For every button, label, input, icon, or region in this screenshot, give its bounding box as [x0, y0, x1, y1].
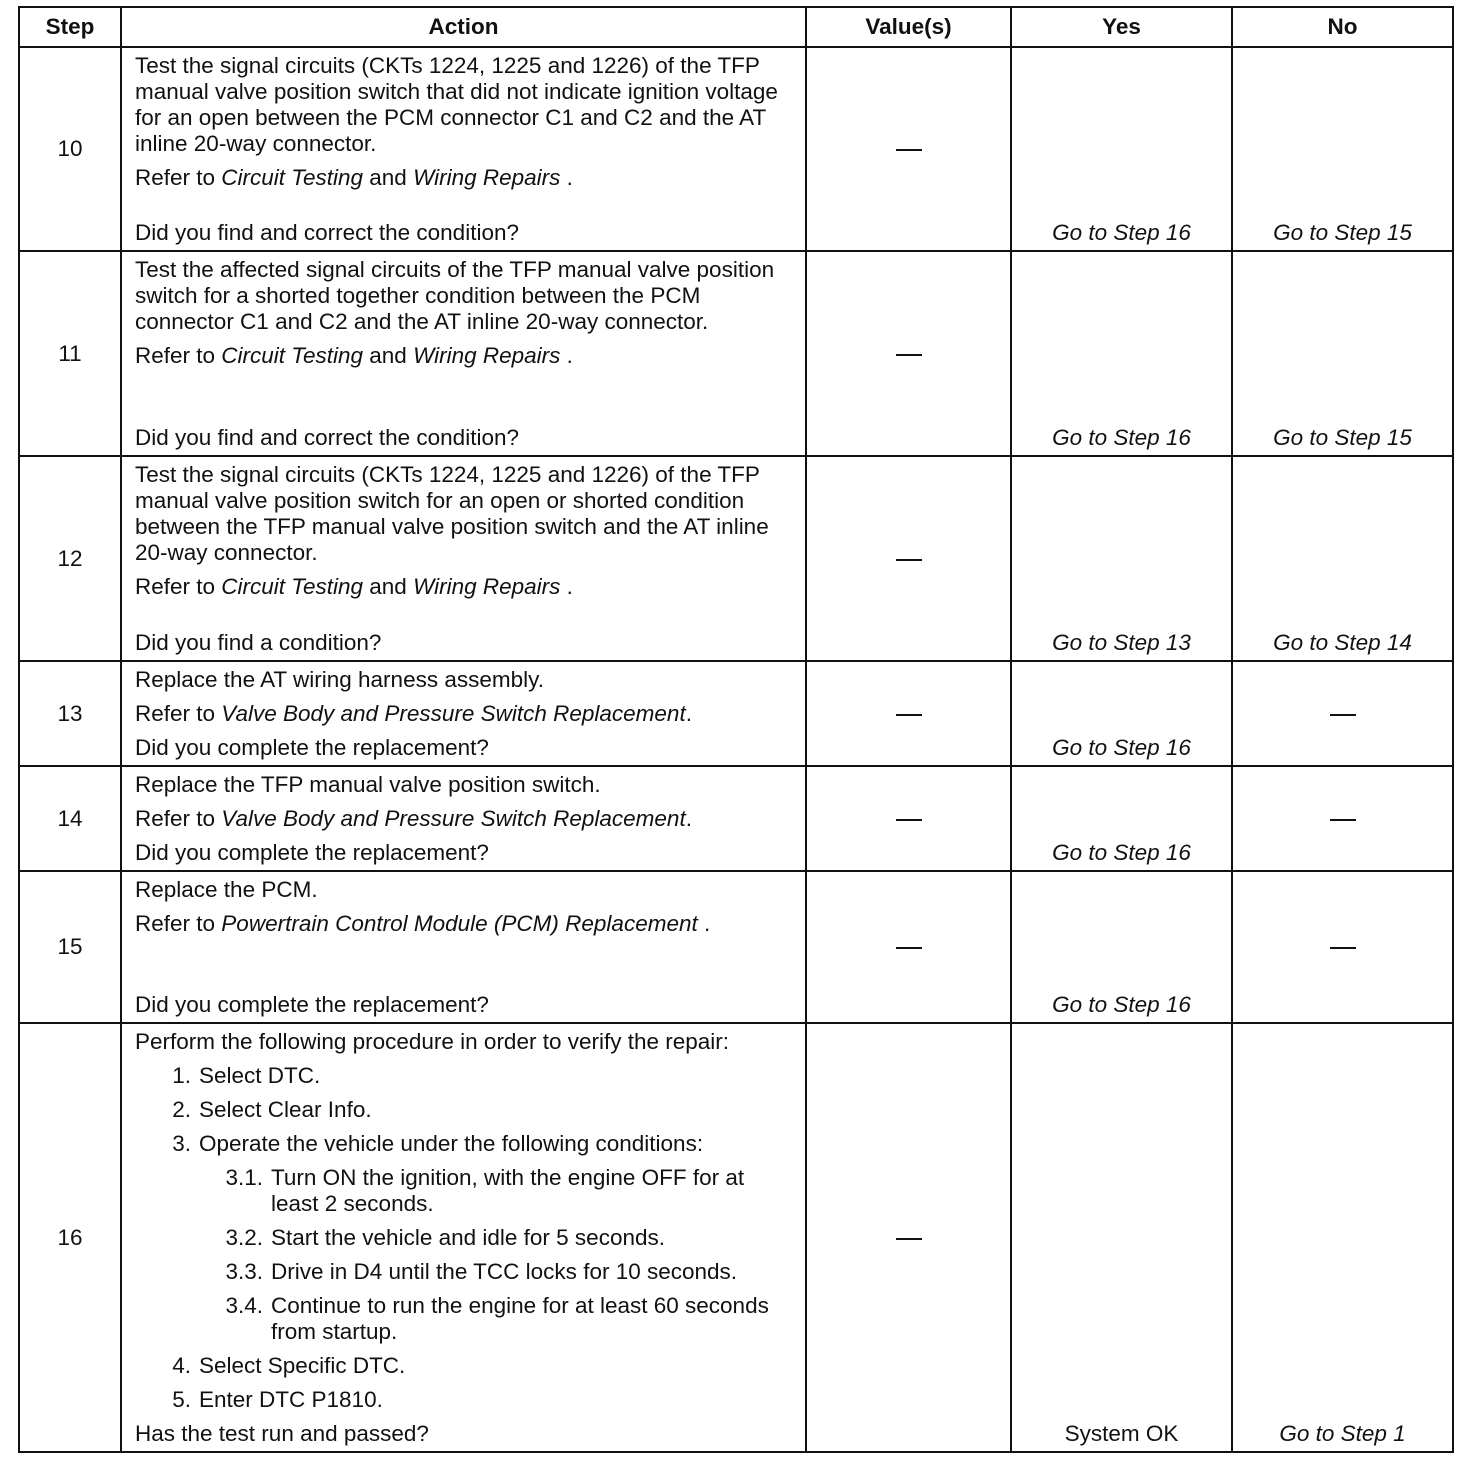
- dash-mark: [896, 1238, 922, 1240]
- header-values: Value(s): [806, 7, 1011, 47]
- yes-cell: [1011, 661, 1232, 766]
- dash-mark: [1330, 947, 1356, 949]
- no-cell: [1232, 1023, 1453, 1452]
- question-text: Did you find a condition?: [135, 630, 382, 655]
- no-cell: [1232, 871, 1453, 1023]
- no-cell: [1232, 661, 1453, 766]
- list-item: 3.1. Turn ON the ignition, with the engine OFF for at least 2 seconds.: [225, 1165, 745, 1216]
- question-text: Did you find and correct the condition?: [135, 425, 519, 450]
- no-goto: Go to Step 15: [1273, 425, 1412, 450]
- yes-cell: [1011, 251, 1232, 456]
- table-row: [19, 766, 1453, 871]
- dash-mark: [1330, 714, 1356, 716]
- dash-mark: [896, 354, 922, 356]
- question-text: Did you complete the replacement?: [135, 735, 489, 760]
- list-item: 3.2. Start the vehicle and idle for 5 seconds.: [225, 1225, 665, 1250]
- step-number: 16: [19, 1023, 121, 1452]
- yes-cell: [1011, 766, 1232, 871]
- step-number: 14: [19, 766, 121, 871]
- list-item: 5. Enter DTC P1810.: [172, 1387, 383, 1412]
- value-cell: [806, 456, 1011, 661]
- action-text: Test the signal circuits (CKTs 1224, 1225 and 1226) of the TFP manual valve position switch for an open or shorted condition between the TFP manual valve position switch and the AT inline 20-way connector.: [135, 462, 769, 565]
- step-number: 13: [19, 661, 121, 766]
- ref-valve-body: Valve Body and Pressure Switch Replacement: [221, 701, 686, 726]
- header-step: Step: [19, 7, 121, 47]
- question-text: Has the test run and passed?: [135, 1421, 429, 1446]
- action-text: Replace the AT wiring harness assembly.: [135, 667, 544, 692]
- yes-cell: [1011, 871, 1232, 1023]
- yes-goto: Go to Step 16: [1052, 992, 1191, 1017]
- action-cell: [121, 1023, 806, 1452]
- table-row: [19, 251, 1453, 456]
- ref-wiring-repairs: Wiring Repairs: [413, 165, 561, 190]
- refer-line: Refer to Circuit Testing and Wiring Repairs .: [135, 574, 573, 599]
- table-row: [19, 661, 1453, 766]
- ref-circuit-testing: Circuit Testing: [221, 343, 364, 368]
- value-cell: [806, 251, 1011, 456]
- yes-cell: [1011, 1023, 1232, 1452]
- procedure-list: [135, 1063, 795, 1165]
- ref-wiring-repairs: Wiring Repairs: [413, 574, 561, 599]
- dash-mark: [896, 947, 922, 949]
- action-text: Perform the following procedure in order to verify the repair:: [135, 1029, 730, 1054]
- yes-cell: [1011, 456, 1232, 661]
- list-item: 3.3. Drive in D4 until the TCC locks for 10 seconds.: [225, 1259, 738, 1284]
- ref-pcm-replacement: Powertrain Control Module (PCM) Replacement: [221, 911, 698, 936]
- table-row: [19, 47, 1453, 251]
- yes-goto: Go to Step 16: [1052, 425, 1191, 450]
- list-item: 2. Select Clear Info.: [172, 1097, 372, 1122]
- action-cell: [121, 251, 806, 456]
- action-text: Test the affected signal circuits of the TFP manual valve position switch for a shorted together condition between the PCM connector C1 and C2 and the AT inline 20-way connector.: [135, 257, 775, 334]
- ref-circuit-testing: Circuit Testing: [221, 165, 364, 190]
- step-number: 15: [19, 871, 121, 1023]
- action-cell: [121, 766, 806, 871]
- no-cell: [1232, 251, 1453, 456]
- yes-goto: Go to Step 13: [1052, 630, 1191, 655]
- header-action: Action: [121, 7, 806, 47]
- dash-mark: [896, 819, 922, 821]
- yes-goto: Go to Step 16: [1052, 735, 1191, 760]
- step-number: 12: [19, 456, 121, 661]
- question-text: Did you complete the replacement?: [135, 992, 489, 1017]
- no-goto: Go to Step 1: [1279, 1421, 1406, 1446]
- list-item: 1. Select DTC.: [172, 1063, 321, 1088]
- header-row: [19, 7, 1453, 47]
- refer-line: Refer to Circuit Testing and Wiring Repairs .: [135, 165, 573, 190]
- ref-valve-body: Valve Body and Pressure Switch Replacement: [221, 806, 686, 831]
- procedure-list-cont: [135, 1353, 795, 1421]
- action-text: Replace the PCM.: [135, 877, 318, 902]
- header-yes: Yes: [1011, 7, 1232, 47]
- refer-line: Refer to Circuit Testing and Wiring Repairs .: [135, 343, 573, 368]
- no-goto: Go to Step 15: [1273, 220, 1412, 245]
- no-goto: Go to Step 14: [1273, 630, 1412, 655]
- list-item: 3.4. Continue to run the engine for at least 60 seconds from startup.: [225, 1293, 769, 1344]
- dash-mark: [896, 149, 922, 151]
- refer-line: Refer to Powertrain Control Module (PCM) Replacement .: [135, 911, 711, 936]
- no-cell: [1232, 766, 1453, 871]
- condition-sublist: [135, 1165, 795, 1353]
- header-no: No: [1232, 7, 1453, 47]
- action-cell: [121, 661, 806, 766]
- diagnostic-table: [18, 6, 1454, 1453]
- action-text: Replace the TFP manual valve position switch.: [135, 772, 601, 797]
- table-row: [19, 1023, 1453, 1452]
- action-cell: [121, 871, 806, 1023]
- value-cell: [806, 661, 1011, 766]
- table-row: [19, 871, 1453, 1023]
- yes-cell: [1011, 47, 1232, 251]
- question-text: Did you complete the replacement?: [135, 840, 489, 865]
- list-item: 4. Select Specific DTC.: [172, 1353, 406, 1378]
- dash-mark: [896, 714, 922, 716]
- refer-line: Refer to Valve Body and Pressure Switch Replacement.: [135, 701, 692, 726]
- ref-circuit-testing: Circuit Testing: [221, 574, 364, 599]
- value-cell: [806, 47, 1011, 251]
- no-cell: [1232, 456, 1453, 661]
- dash-mark: [896, 559, 922, 561]
- dash-mark: [1330, 819, 1356, 821]
- table-row: [19, 456, 1453, 661]
- no-cell: [1232, 47, 1453, 251]
- yes-goto: Go to Step 16: [1052, 220, 1191, 245]
- yes-result: System OK: [1064, 1421, 1179, 1446]
- list-item: 3. Operate the vehicle under the following conditions:: [172, 1131, 704, 1156]
- value-cell: [806, 1023, 1011, 1452]
- yes-goto: Go to Step 16: [1052, 840, 1191, 865]
- action-text: Test the signal circuits (CKTs 1224, 1225 and 1226) of the TFP manual valve position switch that did not indicate ignition voltage for an open between the PCM connector C1 and C2 and the AT inline 20-way connector.: [135, 53, 778, 156]
- value-cell: [806, 766, 1011, 871]
- action-cell: [121, 456, 806, 661]
- step-number: 10: [19, 47, 121, 251]
- refer-line: Refer to Valve Body and Pressure Switch Replacement.: [135, 806, 692, 831]
- question-text: Did you find and correct the condition?: [135, 220, 519, 245]
- value-cell: [806, 871, 1011, 1023]
- action-cell: [121, 47, 806, 251]
- step-number: 11: [19, 251, 121, 456]
- ref-wiring-repairs: Wiring Repairs: [413, 343, 561, 368]
